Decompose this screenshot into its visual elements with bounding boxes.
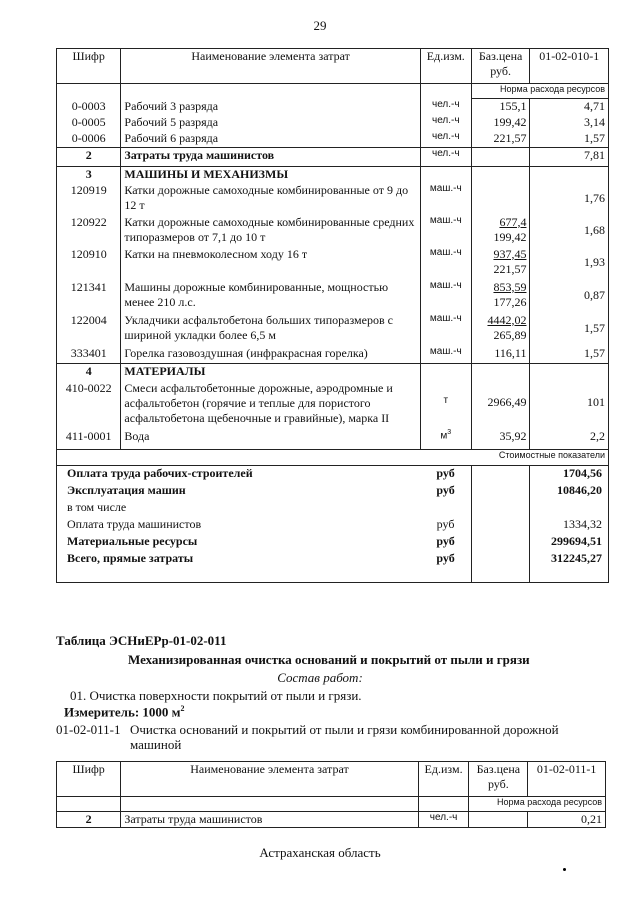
section-heading: Механизированная очистка оснований и покрытий от пыли и грязи — [128, 652, 530, 667]
table-header — [57, 49, 609, 84]
item-text: Очистка оснований и покрытий от пыли и грязи комбинированной дорожной машиной — [130, 722, 559, 752]
table-row: 3 МАШИНЫ И МЕХАНИЗМЫ — [57, 166, 609, 183]
table-row: 2 Затраты труда машинистов чел.-ч 7,81 — [57, 147, 609, 166]
table-title: Таблица ЭСНиЕРр-01-02-011 — [56, 633, 227, 648]
cost-caption: Стоимостные показатели — [57, 449, 609, 465]
t2-col-price-header: Баз.цена руб. — [469, 762, 528, 797]
col-norm-header: 01-02-010-1 — [530, 49, 609, 84]
col-price-header: Баз.цена руб. — [471, 49, 530, 84]
table-row: 4 МАТЕРИАЛЫ — [57, 363, 609, 381]
composition-label: Состав работ: — [277, 670, 363, 685]
col-unit-header: Ед.изм. — [420, 49, 471, 84]
norm-caption: Норма расхода ресурсов — [471, 84, 608, 99]
col-code-header: Шифр — [57, 49, 121, 84]
table-row: 122004 Укладчики асфальтобетона больших типоразмеров с шириной укладки более 6,5 м маш.-ч 4442,02 265,89 1,57 — [57, 313, 609, 346]
t2-norm-caption: Норма расхода ресурсов — [469, 797, 606, 812]
table-row: 0-0006 Рабочий 6 разряда чел.-ч 221,57 1,57 — [57, 131, 609, 148]
t2-col-norm-header: 01-02-011-1 — [528, 762, 606, 797]
summary-row: Оплата труда машинистов руб 1334,32 — [57, 517, 609, 534]
work-item: 01. Очистка поверхности покрытий от пыли и грязи. — [70, 688, 362, 703]
table-row: 2 Затраты труда машинистов чел.-ч 0,21 — [57, 812, 606, 828]
table-row: 0-0005 Рабочий 5 разряда чел.-ч 199,42 3,14 — [57, 115, 609, 131]
summary-row: Материальные ресурсы руб 299694,51 — [57, 534, 609, 551]
table-row: 120919 Катки дорожные самоходные комбинированные от 9 до 12 т маш.-ч 1,76 — [57, 183, 609, 215]
col-name-header: Наименование элемента затрат — [121, 49, 420, 84]
resource-table-2 — [56, 761, 606, 828]
summary-row: Эксплуатация машин руб 10846,20 — [57, 483, 609, 500]
summary-row: Оплата труда рабочих-строителей руб 1704,56 — [57, 465, 609, 483]
table-row: 411-0001 Вода $м^3$ 35,92 2,2 — [57, 429, 609, 450]
t2-col-code-header: Шифр — [57, 762, 121, 797]
table-row: 121341 Машины дорожные комбинированные, мощностью менее 210 л.с. маш.-ч 853,59 177,26 0,87 — [57, 280, 609, 313]
meter-label: Измеритель: 1000 $м^2$ — [64, 704, 185, 720]
table-row: 0-0003 Рабочий 3 разряда чел.-ч 155,1 4,71 — [57, 99, 609, 115]
t2-col-name-header: Наименование элемента затрат — [121, 762, 418, 797]
decorative-dot — [563, 868, 566, 871]
page-number: 29 — [313, 18, 327, 33]
item-code: 01-02-011-1 — [56, 722, 121, 737]
table-row: 120910 Катки на пневмоколесном ходу 16 т маш.-ч 937,45 221,57 1,93 — [57, 247, 609, 280]
table-row: 410-0022 Смеси асфальтобетонные дорожные, аэродромные и асфальтобетон (горячие и теплые для пористого асфальтобетона щебеночные и гравийные), марка II т 2966,49 101 — [57, 381, 609, 429]
footer-region: Астраханская область — [259, 845, 381, 860]
table-row: 120922 Катки дорожные самоходные комбинированные средних типоразмеров от 7,1 до 10 т маш.-ч 677,4 199,42 1,68 — [57, 215, 609, 247]
t2-col-unit-header: Ед.изм. — [418, 762, 469, 797]
summary-row: Всего, прямые затраты руб 312245,27 — [57, 551, 609, 568]
summary-row: в том числе — [57, 500, 609, 517]
table-row: 333401 Горелка газовоздушная (инфракрасная горелка) маш.-ч 116,11 1,57 — [57, 346, 609, 364]
resource-table — [56, 48, 609, 583]
